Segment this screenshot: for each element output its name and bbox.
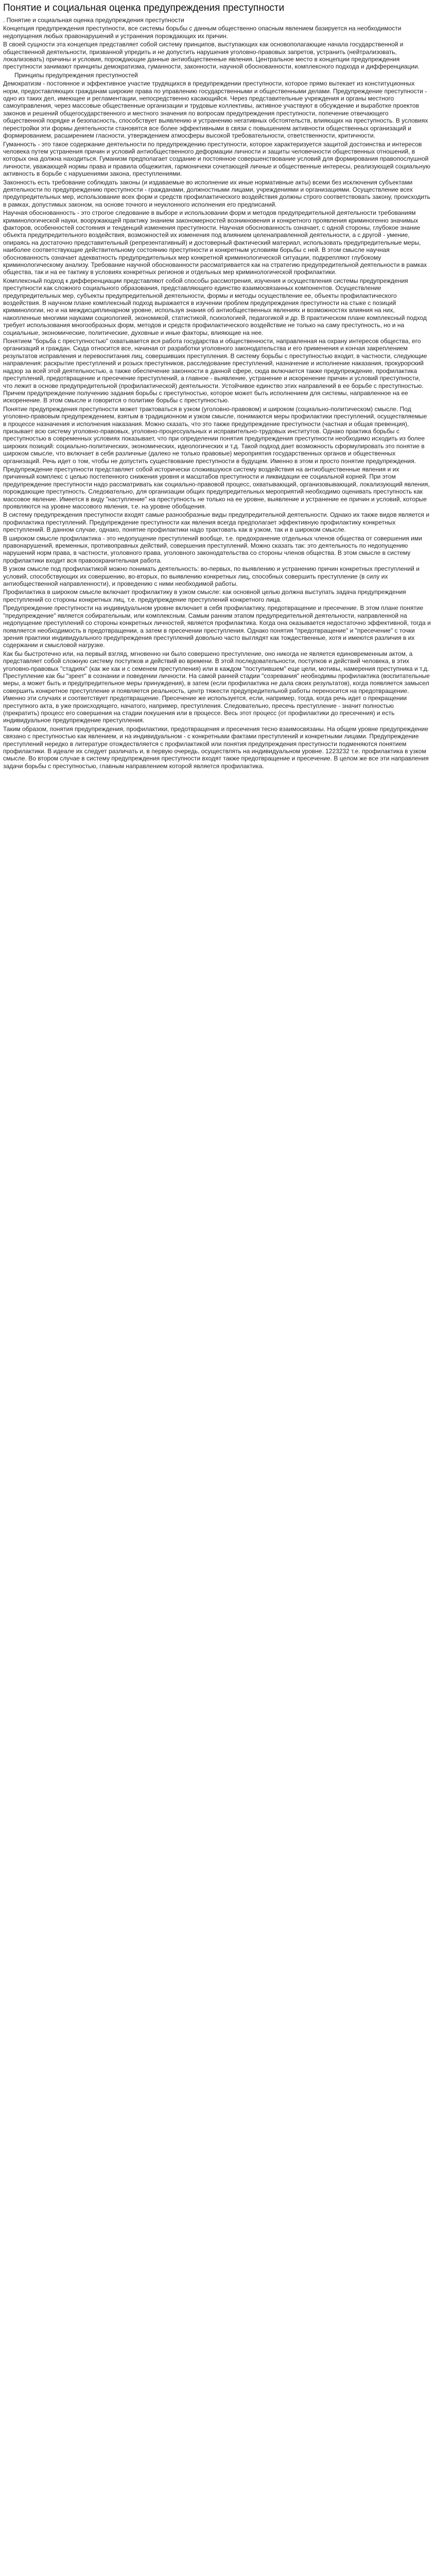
- paragraph: В узком смысле под профилактикой можно понимать деятельность: во-первых, по выявлению и устранению причин конкретных преступлений и условий, способствующих их совершению, во-вторых, по выявлению конкретных лиц, способных совершить преступление (в силу их антиобщественной направленности), и проведению с ними необходимой работы.: [3, 565, 420, 588]
- paragraph: Предупреждение преступности представляет собой исторически сложившуюся систему воздействия на антиобщественные явления и их причинный комплекс с целью постепенного снижения уровня и масштабов преступности и ликвидации ее социальной корней. При этом предупреждение преступности надо рассматривать как социально-правовой процесс, охватывающий, организовывающий, локализующий явления, порождающие преступность. Следовательно, для организации общих предупредительных мероприятий необходимо оценивать преступность как массовое явление. Имеется в виду "наступление" на преступность не только на ее уровне, выявление и устранение ее причин и условий, которые проявляются на уровне массового явления, т.е. на уровне обобщения.: [3, 465, 430, 510]
- paragraph: Комплексный подход к дифференциации представляют собой способы рассмотрения, изучения и осуществления системы предупреждения преступности как сложного социального образования, представляющего единство взаимосвязанных компонентов. Осуществление предупредительных мер, субъекты предупредительной деятельности, формы и методы осуществление ее, объекты профилактического воздействия. В научном плане комплексный подход выражается в изучении проблем предупреждения преступности на стыке с позиций криминологии, но и на междисциплинарном уровне, используя знания об антиобщественных явлениях и возможностях влияния на них, накопленные многими науками социологией, экономикой, статистикой, психологией, педагогикой и др. В практическом плане комплексный подход требует использования многообразных форм, методов и средств профилактического воздействие не только на саму преступность, но и на социальные, экономические, политические, духовные и иные факторы, влияющие на нее.: [3, 277, 427, 336]
- paragraph: Как бы быстротечно или, на первый взгляд, мгновенно ни было совершено преступление, оно никогда не является единовременным актом, а представляет собой сложную систему поступков и действий во времени. В этой последовательности, поступков и действий человека, в этих уголовно-правовых "стадиях" (как же как и с семенем преступления) или в каждом "поступившем" еще цели, мотивы, намерения преступника и т.д. Преступление как бы "зреет" в сознании и поведении личности. На самой ранней стадии "созревания" необходимы профилактика (воспитательные меры, а может быть и предупредительное меры принуждения), в затем (если профилактика не дала своих результатов), когда появляется замысел совершить конкретное преступление и появляется реальность, центр тяжести предупредительной работы переносится на предотвращение. Именно эти случаях и соответствует предотвращение. Пресечение же используется, если, например, тогда, когда речь идет о прекращении преступного акта, в уже происходящего, начатого, например, преступления. Следовательно, пресечь преступление - значит полностью (прекратить) процесс его совершения на стадии покушения или в процессе. Весь этот процесс (от профилактики до пресечения) и есть индивидуальное предупреждение преступления.: [3, 650, 430, 724]
- page-title: Понятие и социальная оценка предупреждения преступности: [3, 3, 285, 13]
- paragraph: Научная обоснованность - это строгое следование в выборе и использовании форм и методов предупредительной деятельности требованиям криминологической науки, вооружающей практику знанием закономерностей возникновения и конкретного проявления криминогенно значимых факторов, особенностей состояния и тенденций изменения преступности. Научная обоснованность означает, с одной стороны, глубокое знание объекта предупредительного воздействия, возможностей их изменения под влиянием целенаправленной деятельности, а с другой - умение, опираясь на достаточно представительный (репрезентативный) и достоверный фактический материал, использовать предупредительные меры, наиболее соответствующие действительному состоянию преступности и конкретным условиям борьбы с ней. В этом смысле научная обоснованность означает адекватность предупредительных мер конкретной криминологической ситуации, подкрепляют глубокому криминологическому анализу. Требование научной обоснованности рассматривается как на стратегию предупредительной деятельности в рамках общества, так и на ее тактику в условиях конкретных регионов и отдельных мер криминологической профилактики.: [3, 209, 427, 276]
- paragraph: Понятие предупреждения преступности может трактоваться в узком (уголовно-правовом) и широком (социально-политическом) смысле. Под уголовно-правовым предупреждением, взятым в традиционном и узком смысле, понимаются меры профилактики преступлений, осуществляемые в процессе назначения и исполнения наказания. Можно сказать, что это также предупреждение преступности (частная и общая превенция), призывает всю систему уголовно-правовых, уголовно-процессуальных и исправительно-трудовых институтов. Однако практика борьбы с преступностью в современных условиях показывает, что при определении понятия предупреждения преступности необходимо исходить из более широких позиций: социально-политических, экономических, идеологических и т.д. Такой подход дает возможность сформулировать это понятие в широком смысле, что включает в себя различные (далеко не только правовые) мероприятия государственных органов и общественных организаций. Речь идет о том, чтобы не допустить существование преступности в будущем. Именно в этом и просто понятие предупреждения.: [3, 405, 427, 465]
- paragraph: Гуманность - это такое содержание деятельности по предупреждению преступности, которое характеризуется защитой достоинства и интересов человека путем устранения причин и условий антиобщественного деформации личности и защиты человечности общественных отношений, в которых она должна находиться. Гуманизм предполагает создание и постоянное совершенствование условий для формирования правопослушной личности, уважающей нормы права и правила общежития, гармоничеки сочетающей личные и общественные интересы, реализующей социальную активность в борьбе с нарушениями закона, преступлениями.: [3, 140, 430, 178]
- paragraph: Демократизм - постоянное и эффективное участие трудящихся в предупреждении преступности, которое прямо вытекает из конституционных норм, предоставляющих гражданам широкие права по управлению государственными и общественными делами. Предупреждение преступности - одно из таких дел, имеющее и регламентации, непосредственно касающийся. Через представительные учреждения и органы местного самоуправления, через массовые общественные организации и трудовые коллективы, активное участвуют в обсуждение и выработке проектов законов и решений общегосударственного и местного значения по вопросам предупреждения преступности, попечение отвечающего общественной порядке и безопасность, способствует выявлению и устранению негативных обстоятельств, влияющих на преступность. В условиях перестройки эти формы деятельности становятся все более эффективными в связи с повышением активности общественных организаций и формированием, расширением гласности, утверждением атмосферы высокой требовательности, ответственности, критичности.: [3, 80, 428, 140]
- section-heading: Принципы предупреждения преступностей: [14, 71, 138, 79]
- document-body: [3, 16, 431, 770]
- paragraph: В своей сущности эта концепция представляет собой систему принципов, выступающих как основополагающие начала государственной и общественной деятельности, призванной упредить и не допустить нарушения уголовно-правовых запретов, устранить (нейтрализовать, локализовать) причины и условия, порождающие данные антиобщественные явления. Центральное место в концепции предупреждения преступности занимают принципы демократизма, гуманности, законности, научной обоснованности, комплексного подхода и дифференциации.: [3, 41, 420, 71]
- paragraph: В систему предупреждения преступности входят самые разнообразные виды предупредительной деятельности. Однако их также видов является и профилактика преступлений. Предупреждение преступности как явления всегда предполагает эффективную профилактику конкретных преступлений. В данном случае, однако, понятие профилактики надо трактовать как в узком, так и в широком смысле.: [3, 511, 430, 534]
- paragraph: Законность есть требование соблюдать законы (и издаваемые во исполнение их иные нормативные акты) всеми без исключения субъектами деятельности по предупреждению преступности - гражданами, должностными лицами, учреждениями и организациями. Осуществление всех предупредительных мер, использование всех форм и средств профилактического воздействия должны строго соответствовать закону, происходить в рамках, допустимых законом, на основе точного и неуклонного исполнения его предписаний.: [3, 178, 430, 208]
- document: [0, 0, 436, 770]
- paragraph: Таким образом, понятия предупреждения, профилактики, предотвращения и пресечения тесно взаимосвязаны. На общем уровне предупреждение связано с преступностью как явлением, и на индивидуальном - с конкретными фактами преступлений и конкретными лицами. Предупреждение преступлений нередко в литературе отождествляется с профилактикой или понятия предупреждения преступности подменяются понятием профилактики. В идеале их следует различать и, в первую очередь, осуществлять на индивидуальном уровне. 1223232 т.е. профилактика в узком смысле. Во втором случае в систему предупреждения преступности входят также предотвращение и пресечение. В целом же все эти направления задачи борьбы с преступностью, главным направлением которой является профилактика.: [3, 725, 429, 770]
- paragraph: . Понятие и социальная оценка предупреждения преступности: [3, 16, 184, 24]
- paragraph: Понятием "борьба с преступностью" охватывается вся работа государства и общественности, направленная на охрану интересов общества, его организаций и граждан. Сюда относится все, начиная от разработки уголовного законодательства и его применения и кончая закреплением результатов исправления и перевоспитания лиц, совершивших преступления. В систему борьбы с преступностью входит, в частности, следующие направления: раскрытие преступлений и розыск преступников, расследование преступлений, назначение и исполнение наказания, прокурорский надзор за всей этой деятельностью, а также обеспечение законности в данной сфере, сюда включается также предупреждение, профилактика преступлений, предотвращение и пресечение преступлений, а главное - выявление, устранение и искоренение причин и условий преступности, что лежит в основе предупредительной (профилактической) деятельности. Устойчивое единство этих направлений в ее борьбе с преступностью. Причем предупреждение получению задания борьбы с преступностью, которое может быть исполнением для системы, направленное на ее искоренение. В этом смысле и говорится о политике борьбы с преступностью.: [3, 337, 427, 404]
- paragraph: В широком смысле профилактика - это недопущение преступлений вообще, т.е. предохранение отдельных членов общества от совершения ими правонарушений, временных, противоправных действий, совершения преступлений. Можно сказать так: это деятельность по недопущению нарушений норм права, в частности, уголовного права, уголовного законодательства со стороны членов общества. В этом смысле в систему профилактики входит вся правоохранительная работа.: [3, 534, 422, 564]
- paragraph: Предупреждение преступности на индивидуальном уровне включает в себя профилактику, предотвращение и пресечение. В этом плане понятие "предупреждение" является собирательным, или комплексным. Самым ранним этапом предупредительной деятельности, направленной на недопущение преступлений со стороны конкретных личностей, является профилактика. Когда она оказывается недостаточно эффективной, тогда и появляется необходимость в предотвращении, а затем в пресечении преступления. Однако понятия "предотвращение" и "пресечение" с точки зрения практики индивидуального предупреждения преступлений довольно часто выглядят как тождественные, хотя и имеются различия в их содержании и смысловой нагрузке.: [3, 604, 431, 649]
- paragraph: Профилактика в широком смысле включает профилактику в узком смысле: как основной целью должна выступать задача предупреждения преступлений со стороны конкретных лиц, т.е. предупреждение преступлений конкретного лица.: [3, 588, 406, 603]
- paragraph: Концепция предупреждения преступности, все системы борьбы с данным общественно опасным явлением базируется на необходимости недопущения любых правонарушений и устранения порождающих их причин.: [3, 25, 402, 40]
